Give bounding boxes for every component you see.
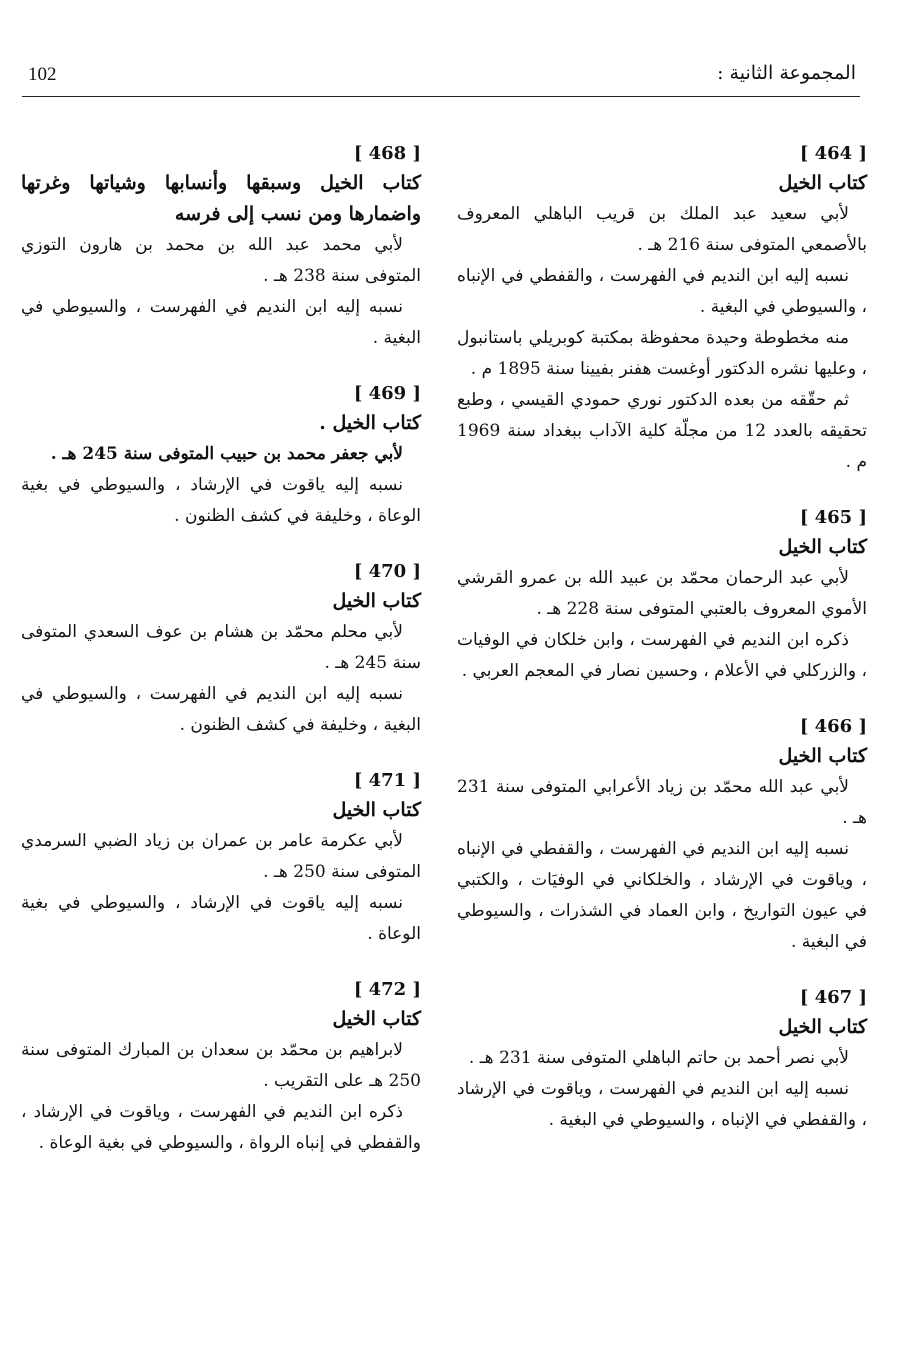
entry-title: كتاب الخيل . xyxy=(319,412,421,434)
running-title: المجموعة الثانية : xyxy=(717,62,856,84)
catalog-entry xyxy=(21,767,421,950)
entry-paragraph: نسبه إليه ابن النديم في الفهرست ، والسيوطي في البغية . xyxy=(21,297,421,348)
catalog-entry xyxy=(21,558,421,741)
catalog-entry xyxy=(457,140,867,478)
entry-title: كتاب الخيل وسبقها وأنسابها وشياتها وغرتها واضمارها ومن نسب إلى فرسه xyxy=(21,172,421,225)
entry-title: كتاب الخيل xyxy=(332,590,421,612)
entry-paragraph: نسبه إليه ابن النديم في الفهرست ، والقفطي في الإنباه ، والسيوطي في البغية . xyxy=(457,266,867,317)
entry-title: كتاب الخيل xyxy=(778,536,867,558)
page-number: 102 xyxy=(28,64,57,85)
page-header xyxy=(22,60,860,97)
entry-number: [ 468 ] xyxy=(353,143,421,164)
entry-number: [ 470 ] xyxy=(353,561,421,582)
catalog-entry xyxy=(21,380,421,532)
catalog-entry xyxy=(457,984,867,1136)
entry-title: كتاب الخيل xyxy=(778,745,867,767)
catalog-entry xyxy=(457,713,867,958)
entry-paragraph: لأبي عكرمة عامر بن عمران بن زياد الضبي السرمدي المتوفى سنة 250 هـ . xyxy=(21,831,421,882)
entry-paragraph: نسبه إليه ياقوت في الإرشاد ، والسيوطي في بغية الوعاة . xyxy=(21,893,421,944)
entry-title: كتاب الخيل xyxy=(778,172,867,194)
entry-paragraph: لأبي عبد الله محمّد بن زياد الأعرابي المتوفى سنة 231 هـ . xyxy=(457,777,867,828)
entry-paragraph: لأبي جعفر محمد بن حبيب المتوفى سنة 245 هـ . xyxy=(50,444,403,464)
entry-paragraph: نسبه إليه ياقوت في الإرشاد ، والسيوطي في بغية الوعاة ، وخليفة في كشف الظنون . xyxy=(21,475,421,526)
entry-number: [ 472 ] xyxy=(353,979,421,1000)
entry-title: كتاب الخيل xyxy=(332,1008,421,1030)
entry-number: [ 466 ] xyxy=(799,716,867,737)
entry-paragraph: ثم حقّقه من بعده الدكتور نوري حمودي القيسي ، وطبع تحقيقه بالعدد 12 من مجلّة كلية الآداب ببغداد سنة 1969 م . xyxy=(457,390,867,472)
catalog-entry xyxy=(21,976,421,1159)
right-column xyxy=(457,140,867,1162)
entry-paragraph: ذكره ابن النديم في الفهرست ، وابن خلكان في الوفيات ، والزركلي في الأعلام ، وحسين نصار في المعجم العربي . xyxy=(457,630,867,681)
entry-number: [ 467 ] xyxy=(799,987,867,1008)
entry-paragraph: نسبه إليه ابن النديم في الفهرست ، والسيوطي في البغية ، وخليفة في كشف الظنون . xyxy=(21,684,421,735)
catalog-entry xyxy=(457,504,867,687)
entry-paragraph: لأبي نصر أحمد بن حاتم الباهلي المتوفى سنة 231 هـ . xyxy=(468,1048,849,1068)
entry-paragraph: لأبي محمد عبد الله بن محمد بن هارون التوزي المتوفى سنة 238 هـ . xyxy=(21,235,421,286)
catalog-entry xyxy=(21,140,421,354)
entry-title: كتاب الخيل xyxy=(778,1016,867,1038)
entry-title: كتاب الخيل xyxy=(332,799,421,821)
entry-paragraph: لأبي عبد الرحمان محمّد بن عبيد الله بن عمرو القرشي الأموي المعروف بالعتبي المتوفى سنة 228 هـ . xyxy=(457,568,867,619)
entry-number: [ 464 ] xyxy=(799,143,867,164)
entry-paragraph: لأبي سعيد عبد الملك بن قريب الباهلي المعروف بالأصمعي المتوفى سنة 216 هـ . xyxy=(457,204,867,255)
entry-paragraph: لأبي محلم محمّد بن هشام بن عوف السعدي المتوفى سنة 245 هـ . xyxy=(21,622,421,673)
entry-number: [ 465 ] xyxy=(799,507,867,528)
left-column xyxy=(21,140,421,1185)
entry-paragraph: نسبه إليه ابن النديم في الفهرست ، وياقوت في الإرشاد ، والقفطي في الإنباه ، والسيوطي في البغية . xyxy=(457,1079,867,1130)
entry-paragraph: ذكره ابن النديم في الفهرست ، وياقوت في الإرشاد ، والقفطي في إنباه الرواة ، والسيوطي في بغية الوعاة . xyxy=(21,1102,421,1153)
entry-paragraph: نسبه إليه ابن النديم في الفهرست ، والقفطي في الإنباه ، وياقوت في الإرشاد ، والخلكاني في الوفيَات ، والكتبي في عيون التواريخ ، وابن العماد في الشذرات ، والسيوطي في البغية . xyxy=(457,839,867,952)
entry-number: [ 471 ] xyxy=(353,770,421,791)
entry-paragraph: منه مخطوطة وحيدة محفوظة بمكتبة كوبريلي باستانبول ، وعليها نشره الدكتور أوغست هفنر بفيينا سنة 1895 م . xyxy=(457,328,867,379)
entry-number: [ 469 ] xyxy=(353,383,421,404)
entry-paragraph: لابراهيم بن محمّد بن سعدان بن المبارك المتوفى سنة 250 هـ على التقريب . xyxy=(21,1040,421,1091)
